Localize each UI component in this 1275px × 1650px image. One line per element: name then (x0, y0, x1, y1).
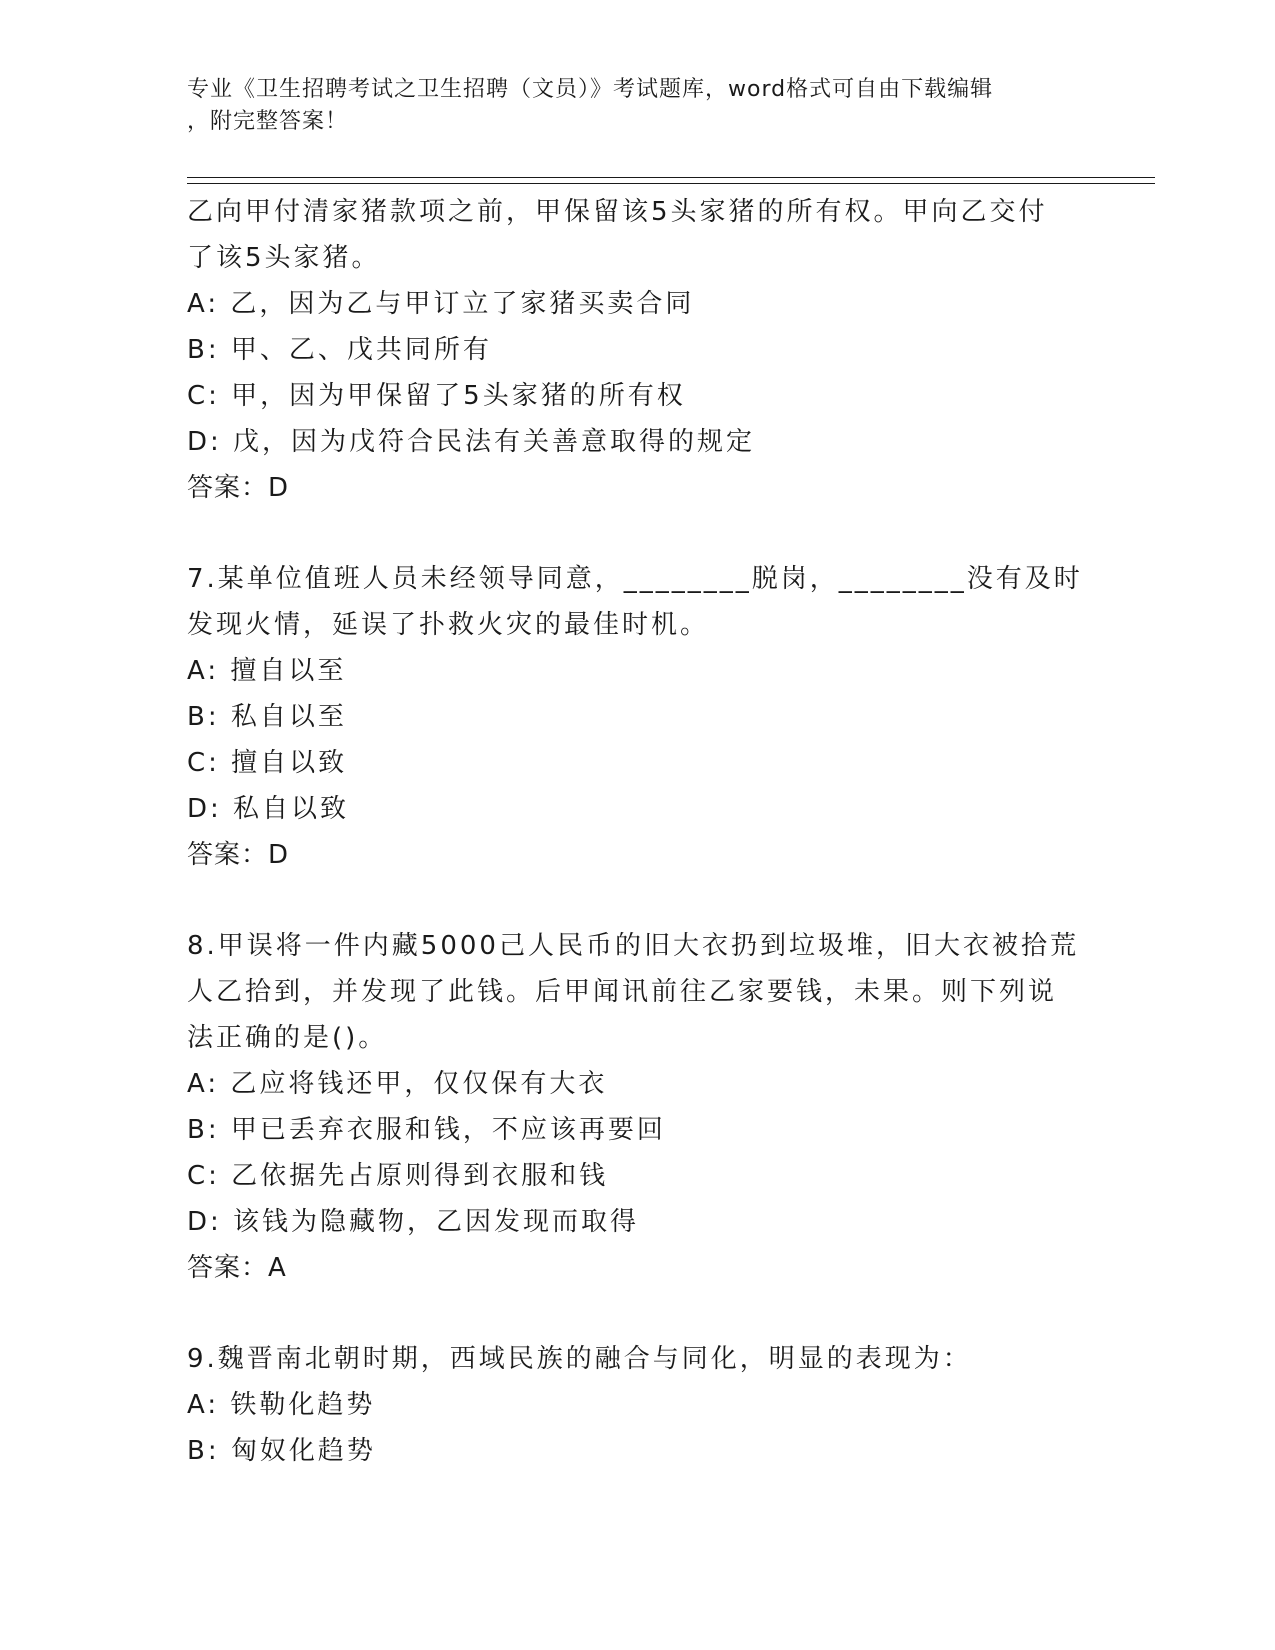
question-stem-line: 发现火情，延误了扑救火灾的最佳时机。 (187, 610, 710, 640)
question-stem-line: 乙向甲付清家猪款项之前，甲保留该5头家猪的所有权。甲向乙交付 (187, 197, 1048, 227)
option-a: A: 擅自以至 (187, 656, 347, 686)
document-header (187, 74, 1067, 138)
answer: 答案：A (187, 1253, 287, 1283)
option-b: B: 匈奴化趋势 (187, 1436, 376, 1466)
question-stem-line: 7.某单位值班人员未经领导同意，________脱岗，________没有及时 (187, 564, 1083, 594)
option-b: B: 私自以至 (187, 702, 347, 732)
answer: 答案：D (187, 473, 290, 503)
option-c: C: 擅自以致 (187, 748, 348, 778)
question-spacer (187, 878, 1087, 923)
question-stem-line: 法正确的是()。 (187, 1023, 388, 1053)
question-list (187, 189, 1087, 1474)
header-divider-bottom (187, 183, 1155, 184)
option-c: C: 乙依据先占原则得到衣服和钱 (187, 1161, 609, 1191)
question-stem-line: 8.甲误将一件内藏5000己人民币的旧大衣扔到垃圾堆，旧大衣被拾荒 (187, 931, 1079, 961)
question-stem-line: 9.魏晋南北朝时期，西域民族的融合与同化，明显的表现为： (187, 1344, 972, 1374)
question-spacer (187, 1291, 1087, 1336)
option-a: A: 乙应将钱还甲，仅仅保有大衣 (187, 1069, 608, 1099)
question-6 (187, 189, 1087, 511)
question-7 (187, 556, 1087, 878)
option-b: B: 甲已丢弃衣服和钱，不应该再要回 (187, 1115, 666, 1145)
option-c: C: 甲，因为甲保留了5头家猪的所有权 (187, 381, 686, 411)
question-stem-line: 了该5头家猪。 (187, 243, 381, 273)
option-d: D: 戊，因为戊符合民法有关善意取得的规定 (187, 427, 756, 457)
option-b: B: 甲、乙、戊共同所有 (187, 335, 492, 365)
option-d: D: 私自以致 (187, 794, 350, 824)
question-8 (187, 923, 1087, 1291)
answer: 答案：D (187, 840, 290, 870)
option-a: A: 乙，因为乙与甲订立了家猪买卖合同 (187, 289, 695, 319)
header-line-2: ，附完整答案！ (187, 109, 349, 134)
header-divider-top (187, 177, 1155, 178)
question-9 (187, 1336, 1087, 1474)
question-stem-line: 人乙拾到，并发现了此钱。后甲闻讯前往乙家要钱，未果。则下列说 (187, 977, 1058, 1007)
option-a: A: 铁勒化趋势 (187, 1390, 376, 1420)
option-d: D: 该钱为隐藏物，乙因发现而取得 (187, 1207, 640, 1237)
header-line-1: 专业《卫生招聘考试之卫生招聘（文员）》考试题库，word格式可自由下载编辑 (187, 77, 994, 102)
question-spacer (187, 511, 1087, 556)
